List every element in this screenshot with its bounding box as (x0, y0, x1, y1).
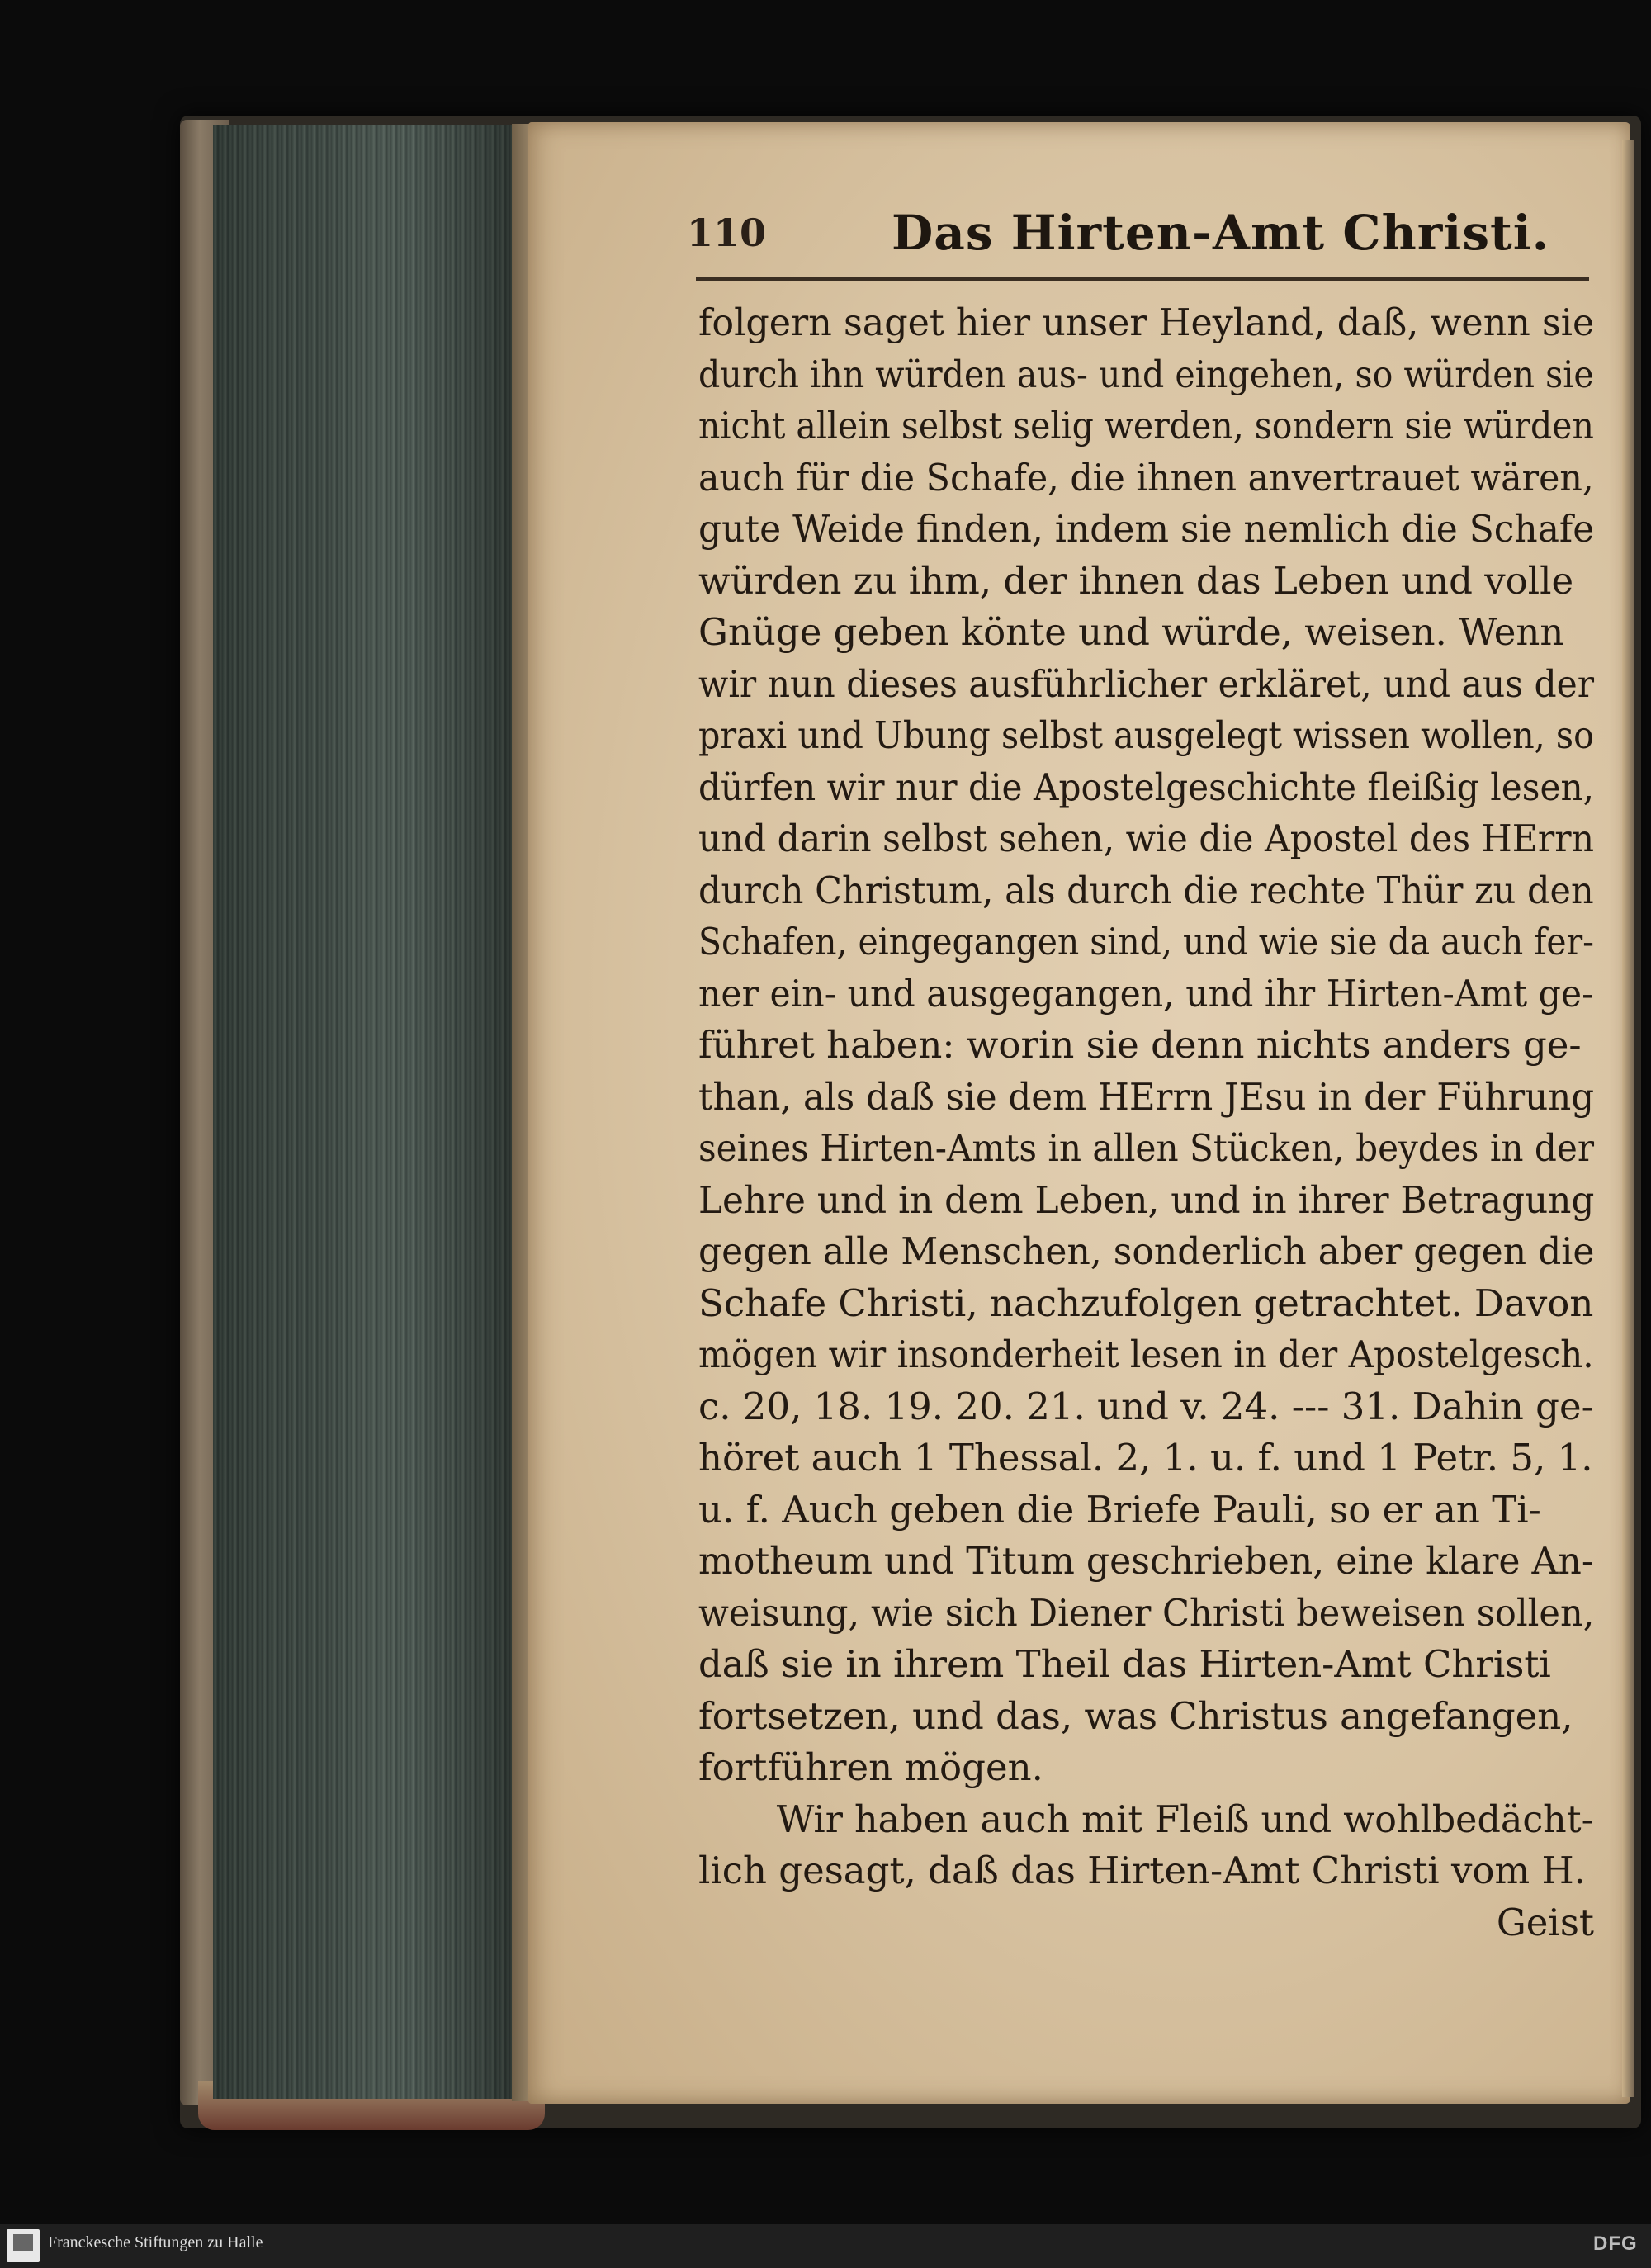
text-line: folgern saget hier unser Heyland, daß, wenn sie (698, 301, 1595, 344)
institution-logo-icon (7, 2229, 40, 2262)
running-head: Das Hirten-Amt Christi. (892, 205, 1549, 261)
text-line: wir nun dieses ausführlicher erkläret, und aus der (698, 661, 1595, 706)
text-line: Schafe Christi, nachzufolgen getrachtet. Davon (698, 1281, 1594, 1325)
text-line: durch Christum, als durch die rechte Thür zu den (698, 868, 1594, 912)
header-rule (696, 277, 1589, 281)
text-line-paragraph-start: Wir haben auch mit Fleiß und wohlbedächt- (776, 1797, 1594, 1841)
text-line: Schafen, eingegangen sind, und wie sie da auch fer- (698, 920, 1595, 964)
page-right-edge (1622, 140, 1634, 2097)
text-line: ner ein- und ausgegangen, und ihr Hirten-Amt ge- (698, 971, 1594, 1016)
catchword: Geist (1496, 1900, 1594, 1944)
text-line: auch für die Schafe, die ihnen anvertrauet wären, (698, 455, 1594, 500)
text-line: Gnüge geben könte und würde, weisen. Wenn (698, 610, 1564, 654)
text-line: fortführen mögen. (698, 1745, 1043, 1789)
dfg-logo: DFG (1593, 2232, 1638, 2255)
text-line: und darin selbst sehen, wie die Apostel des HErrn (698, 817, 1594, 860)
text-line: durch ihn würden aus- und eingehen, so würden sie (698, 352, 1594, 396)
text-line: praxi und Ubung selbst ausgelegt wissen wollen, so (698, 713, 1594, 757)
text-line: c. 20, 18. 19. 20. 21. und v. 24. --- 31. Dahin ge- (698, 1384, 1594, 1428)
text-line: seines Hirten-Amts in allen Stücken, beydes in der (698, 1126, 1594, 1170)
page-number: 110 (687, 211, 767, 255)
text-line: dürfen wir nur die Apostelgeschichte fleißig lesen, (698, 765, 1595, 809)
text-line: würden zu ihm, der ihnen das Leben und volle (698, 558, 1574, 603)
text-line: u. f. Auch geben die Briefe Pauli, so er an Ti- (698, 1487, 1541, 1532)
text-line: fortsetzen, und das, was Christus angefangen, (698, 1693, 1573, 1738)
text-line: weisung, wie sich Diener Christi beweisen sollen, (698, 1590, 1595, 1635)
page-block-shade (213, 125, 543, 2099)
text-line: gute Weide finden, indem sie nemlich die Schafe (698, 507, 1595, 551)
text-line: höret auch 1 Thessal. 2, 1. u. f. und 1 Petr. 5, 1. (698, 1436, 1593, 1480)
text-line: nicht allein selbst selig werden, sondern sie würden (698, 404, 1594, 447)
body-text (698, 297, 1594, 1948)
text-line: lich gesagt, daß das Hirten-Amt Christi vom H. (698, 1849, 1586, 1892)
text-line: than, als daß sie dem HErrn JEsu in der Führung (698, 1074, 1595, 1119)
text-line: mögen wir insonderheit lesen in der Apostelgesch. (698, 1333, 1594, 1376)
text-line: führet haben: worin sie denn nichts anders ge- (698, 1023, 1582, 1067)
text-line: gegen alle Menschen, sonderlich aber gegen die (698, 1229, 1595, 1273)
text-line: daß sie in ihrem Theil das Hirten-Amt Christi (698, 1642, 1551, 1686)
text-line: Lehre und in dem Leben, und in ihrer Betragung (698, 1177, 1595, 1222)
text-line: motheum und Titum geschrieben, eine klare An- (698, 1539, 1594, 1583)
institution-name: Franckesche Stiftungen zu Halle (48, 2233, 263, 2251)
